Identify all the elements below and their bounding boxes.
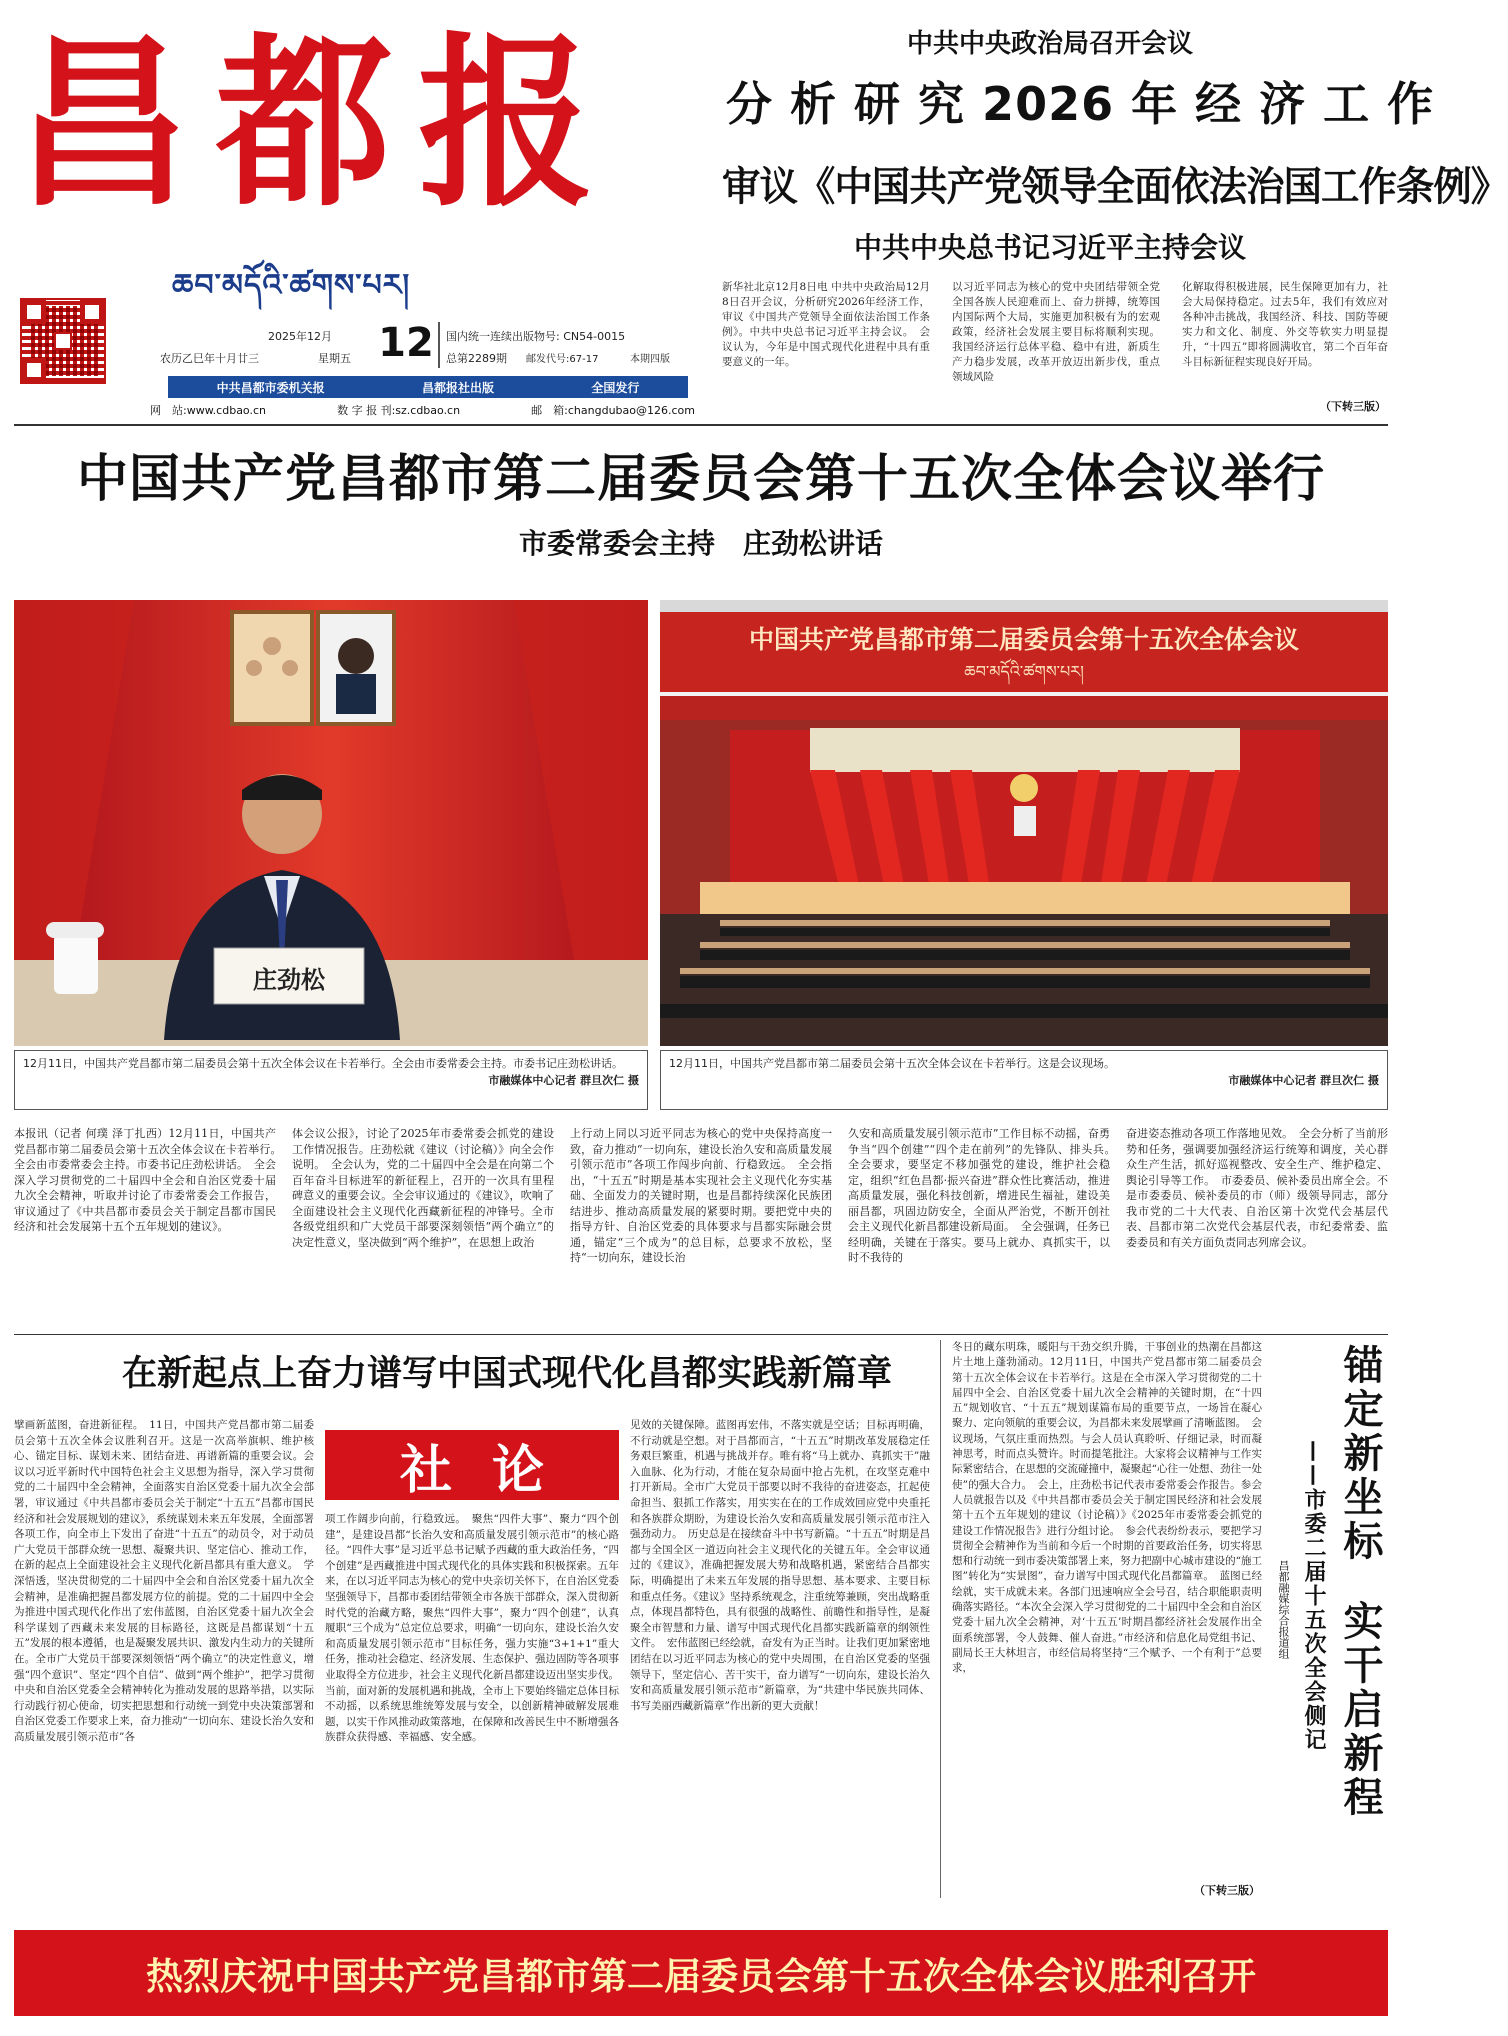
epaper-link[interactable]: 数 字 报 刊:sz.cdbao.cn xyxy=(337,404,461,417)
lead-headline-2[interactable]: 审议《中国共产党领导全面依法治国工作条例》 xyxy=(722,164,1508,210)
issue-day: 12 xyxy=(378,320,434,366)
contact-line xyxy=(150,402,695,418)
speaker-nameplate: 庄劲松 xyxy=(253,965,325,994)
main-story-col-5: 奋进姿态推动各项工作落地见效。 全会分析了当前形势和任务，强调要加强经济运行统筹和调度，关心群众生产生活，抓好巡视整改、安全生产、维护稳定、舆论引导等工作。 市委委员、候补委员出席全会。不是市委委员、候补委员的市（师）级领导同志，部分我市党的二十大代表、自治区第十次党代会基层代表、昌都市第二次党代会基层代表，市纪委常委、监委委员和有关方面负责同志列席会议。 xyxy=(1126,1127,1388,1249)
photo-venue-caption: 12月11日，中国共产党昌都市第二届委员会第十五次全体会议在卡若举行。这是会议现场。 xyxy=(669,1057,1115,1070)
main-story-col-1: 本报讯（记者 何璞 泽丁扎西）12月11日，中国共产党昌都市第二届委员会第十五次全体会议在卡若举行。 全会由市委常委会主持。市委书记庄劲松讲话。 全会深入学习贯彻党的二十届四中全会和自治区党委十届九次全会精神，听取并讨论了市委常委会工作报告，审议通过了《中共昌都市委员会关于制定昌都市国民经济和社会发展第十五个五年规划的建议》。 xyxy=(14,1127,287,1233)
qr-logo-icon xyxy=(54,332,72,350)
side-subtitle: ——市委二届十五次全会侧记 xyxy=(1301,1440,1326,1752)
main-subhead: 市委常委会主持 庄劲松讲话 xyxy=(518,527,883,560)
photo-speaker-caption-text: 12月11日，中国共产党昌都市第二届委员会第十五次全体会议在卡若举行。全会由市委常委会主持。市委书记庄劲松讲话。 xyxy=(23,1057,623,1070)
venue-banner: 中国共产党昌都市第二届委员会第十五次全体会议 xyxy=(748,625,1299,654)
celebration-banner: 热烈庆祝中国共产党昌都市第二届委员会第十五次全体会议胜利召开 xyxy=(14,1930,1388,2016)
side-title-a[interactable]: 锚定新坐标 xyxy=(1337,1344,1383,1564)
lead-subhead: 中共中央总书记习近平主持会议 xyxy=(853,231,1246,264)
main-story-col-2: 体会议公报》，讨论了2025年市委常委会抓党的建设工作情况报告。庄劲松就《建议（讨论稿）》向全会作说明。 全会认为，党的二十届四中全会是在向第二个百年奋斗目标进军的新征程上，召开的一次具有里程碑意义的重要会议。全会审议通过的《建议》，吹响了全面建设社会主义现代化西藏新征程的冲锋号。全市各级党组织和广大党员干部要深刻领悟“两个确立”的决定性意义，坚决做到“两个维护”，在思想上政治 xyxy=(292,1127,554,1249)
lead-continued[interactable]: （下转三版） xyxy=(1320,400,1386,413)
issue-date: 2025年12月 xyxy=(268,330,332,343)
lead-headline-1[interactable]: 分 析 研 究 2026 年 经 济 工 作 xyxy=(726,77,1435,131)
main-story-col-3: 上行动上同以习近平同志为核心的党中央保持高度一致，奋力推动“一切向东，建设长治久安和高质量发展引领示范市”各项工作闯步向前、行稳致远。 全会指出，“十五五”时期是基本实现社会主义现代化夯实基础、全面发力的关键时期，也是昌都持续深化民族团结进步、推动高质量发展的紧要时期。要把党中央的指导方针、自治区党委的具体要求与昌都实际融会贯通，锚定“三个成为”的总目标，总要求不放松，坚持“一切向东，建设长治 xyxy=(570,1127,832,1264)
publisher-distribution: 全国发行 xyxy=(591,380,640,395)
photo-speaker-caption-box xyxy=(14,1050,648,1110)
photo-speaker-caption xyxy=(23,1055,639,1072)
lead-kicker: 中共中央政治局召开会议 xyxy=(906,29,1193,59)
side-title-b[interactable]: 实干启新程 xyxy=(1337,1600,1383,1820)
issue-pages: 本期四版 xyxy=(630,354,670,365)
photo-venue-credit: 市融媒体中心记者 群旦次仁 摄 xyxy=(1228,1074,1379,1087)
issue-cn-number: 国内统一连续出版物号: CN54-0015 xyxy=(446,330,626,343)
lead-column-3: 化解取得积极进展，民生保障更加有力，社会大局保持稳定。过去5年，我们有效应对各种冲击挑战，我国经济、科技、国防等硬实力和文化、制度、外交等软实力明显提升，“十四五”即将圆满收官，第二个百年奋斗目标新征程实现良好开局。 xyxy=(1182,281,1388,368)
editorial-label: 社论 xyxy=(325,1430,619,1500)
lead-column-2: 以习近平同志为核心的党中央团结带领全党全国各族人民迎难而上、奋力拼搏，统筹国内国际两个大局，实施更加积极有为的宏观政策，经济社会发展主要目标将顺利实现。我国经济运行总体平稳、稳中有进，新质生产力稳步发展，改革开放迈出新步伐，重点领域风险 xyxy=(952,281,1160,383)
photo-venue[interactable] xyxy=(660,600,1388,1046)
photo-speaker-credit: 市融媒体中心记者 群旦次仁 摄 xyxy=(488,1074,639,1087)
publisher-organ: 中共昌都市委机关报 xyxy=(216,380,325,395)
masthead-tibetan: ཆབ་མདོའི་ཚགས་པར། xyxy=(172,268,411,303)
lead-column-1: 新华社北京12月8日电 中共中央政治局12月8日召开会议，分析研究2026年经济工作，审议《中国共产党领导全面依法治国工作条例》。中共中央总书记习近平主持会议。 会议认为，今年是中国式现代化进程中具有重要意义的一年。 xyxy=(722,281,930,368)
issue-number: 总第2289期 xyxy=(446,352,507,365)
editorial-col-3: 见效的关键保障。蓝图再宏伟，不落实就是空话；目标再明确，不行动就是空想。对于昌都而言，“十五五”时期改革发展稳定任务艰巨繁重，机遇与挑战并存。唯有将“马上就办、真抓实干”融入血脉、化为行动，才能在复杂局面中抢占先机，在攻坚克难中打开新局。全市广大党员干部要以时不我待的奋进姿态，扛起使命担当、狠抓工作落实，用实实在在的工作成效回应党中央重托和各族群众期盼，为建设长治久安和高质量发展引领示范市注入强劲动力。 历史总是在接续奋斗中书写新篇。“十五五”时期是昌都与全国全区一道迈向社会主义现代化的关键五年。全会审议通过的《建议》，准确把握发展大势和战略机遇，紧密结合昌都实际，明确提出了未来五年发展的指导思想、基本要求、主要目标和重点任务。《建议》坚持系统观念，注重统筹兼顾，突出战略重点，体现昌都特色，具有很强的战略性、前瞻性和指导性，是凝聚全市智慧和力量、谱写中国式现代化昌都实践新篇章的纲领性文件。 宏伟蓝图已经绘就，奋发有为正当时。让我们更加紧密地团结在以习近平同志为核心的党中央周围，在自治区党委的坚强领导下，坚定信心、苦干实干，奋力谱写“一切向东，建设长治久安和高质量发展引领示范市”新篇章，为“共建中华民族共同体、书写美丽西藏新篇章”作出新的更大贡献！ xyxy=(630,1419,930,1712)
issue-lunar: 农历乙巳年十月廿三 xyxy=(160,352,259,365)
website-link[interactable]: 网 站:www.cdbao.cn xyxy=(150,404,266,417)
issue-weekday: 星期五 xyxy=(318,352,351,365)
side-byline: 昌都融媒综合报道组 xyxy=(1277,1560,1290,1659)
masthead-title: 昌都报 xyxy=(14,14,621,232)
main-story-col-4: 久安和高质量发展引领示范市”工作目标不动摇，奋勇争当“四个创建”“四个走在前列”的先锋队、排头兵。 全会要求，要坚定不移加强党的建设，维护社会稳定，组织“红色昌都·振兴奋进”群众性比赛活动，推进高质量发展，强化科技创新，增进民生福祉，建设美丽昌都，巩固边防安全，全面从严治党，不断开创社会主义现代化新昌都建设新局面。 全会强调，任务已经明确，关键在于落实。要马上就办、真抓实干，以时不我待的 xyxy=(848,1127,1121,1264)
editorial-headline[interactable]: 在新起点上奋力谱写中国式现代化昌都实践新篇章 xyxy=(121,1354,892,1394)
venue-banner-tibetan: ཆབ་མདོའི་ཚགས་པར། xyxy=(964,662,1084,681)
issue-postcode: 邮发代号:67-17 xyxy=(526,354,599,365)
publisher-press: 昌都报社出版 xyxy=(421,380,494,395)
editorial-col-1: 擘画新蓝图，奋进新征程。 11日，中国共产党昌都市第二届委员会第十五次全体会议胜利召开。这是一次高举旗帜、维护核心、锚定目标、谋划未来、团结奋进、再谱新篇的重要会议。会议以习近平新时代中国特色社会主义思想为指导，深入学习贯彻党的二十届四中全会精神，全面落实自治区党委十届九次全会部署，审议通过《中共昌都市委员会关于制定“十五五”昌都市国民经济和社会发展规划的建议》，系统谋划未来五年发展，全面部署各项工作，向全市上下发出了奋进“十五五”的动员令，对于动员广大党员干部群众统一思想、凝聚共识、坚定信心、推动工作，在新的起点上全面建设社会主义现代化新昌都具有重大意义。 学深悟透，坚决贯彻党的二十届四中全会和自治区党委十届九次全会精神，是准确把握昌都发展方位的前提。党的二十届四中全会为推进中国式现代化作出了宏伟蓝图，自治区党委十届九次全会科学谋划了西藏未来发展的目标路径，这既是昌都谋划“十五五”发展的根本遵循，也是凝聚发展共识、激发内生动力的关键所在。全市广大党员干部要深刻领悟“两个确立”的决定性意义，增强“四个意识”、坚定“四个自信”、做到“两个维护”，把学习贯彻中央和自治区党委全会精神转化为推动发展的思路举措，以实际行动践行初心使命，切实把思想和行动统一到党中央决策部署和自治区党委工作要求上来，奋力推动“一切向东、建设长治久安和高质量发展引领示范市”各 xyxy=(14,1419,314,1743)
side-story-text: 冬日的藏东明珠，暖阳与干劲交织升腾，干事创业的热潮在昌都这片土地上蓬勃涌动。12月11日，中国共产党昌都市第二届委员会第十五次全体会议在卡若举行。这是在全市深入学习贯彻党的二十届四中全会、自治区党委十届九次全会精神的关键时期，在“十四五”规划收官、“十五五”规划谋篇布局的重要节点，一场旨在凝心聚力、定向领航的重要会议，为昌都未来发展擘画了清晰蓝图。 会议现场，气氛庄重而热烈。与会人员认真聆听、仔细记录，时而凝神思考，时而点头赞许。时而提笔批注。大家将会议精神与工作实际紧密结合，在思想的交流碰撞中，凝聚起“心往一处想、劲往一处使”的强大合力。 会上，庄劲松书记代表市委常委会作报告。参会人员就报告以及《中共昌都市委员会关于制定国民经济和社会发展第十五个五年规划的建议（讨论稿）》《2025年市委常委会抓党的建设工作情况报告》进行分组讨论。 参会代表纷纷表示，要把学习贯彻全会精神作为当前和今后一个时期的首要政治任务，切实将思想和行动统一到市委决策部署上来，努力把副中心城市建设的“施工图”转化为“实景图”，奋力谱写中国式现代化昌都篇章。 蓝图已经绘就，实干成就未来。各部门迅速响应全会号召，结合职能职责明确落实路径。“本次全会深入学习贯彻党的二十届四中全会和自治区党委十届九次全会精神，对‘十五五’时期昌都经济社会发展作出全面系统部署，令人鼓舞、催人奋进。”市经济和信息化局党组书记、副局长王大林坦言，市经信局将坚持“三个赋予、一个有利于”总要求， xyxy=(952,1341,1262,1675)
editorial-col-2: 项工作阔步向前，行稳致远。 聚焦“四件大事”、聚力“四个创建”，是建设昌都“长治久安和高质量发展引领示范市”的核心路径。“四件大事”是习近平总书记赋予西藏的重大政治任务，“四个创建”是西藏推进中国式现代化的具体实践和积极探索。五年来，在以习近平同志为核心的党中央亲切关怀下，在自治区党委坚强领导下，昌都市委团结带领全市各族干部群众，深入贯彻新时代党的治藏方略，聚焦“四件大事”，聚力“四个创建”，认真履职“三个成为”总定位总要求，明确“一切向东，建设长治久安和高质量发展引领示范市”目标任务，强力实施“3+1+1”重大任务，推动社会稳定、经济发展、生态保护、强边固防等各项事业取得全方位进步，社会主义现代化新昌都建设迈出坚实步伐。当前，面对新的发展机遇和挑战，全市上下要始终锚定总体目标不动摇，以系统思维统筹发展与安全，以创新精神破解发展难题，以实干作风推动政策落地，在保障和改善民生中不断增强各族群众获得感、幸福感、安全感。 xyxy=(325,1513,619,1744)
publisher-bar xyxy=(168,376,688,398)
main-headline[interactable]: 中国共产党昌都市第二届委员会第十五次全体会议举行 xyxy=(76,450,1325,509)
qr-code-icon[interactable] xyxy=(20,298,106,384)
photo-speaker[interactable] xyxy=(14,600,648,1046)
email-link[interactable]: 邮 箱:changdubao@126.com xyxy=(531,404,695,417)
side-story-continued[interactable]: （下转三版） xyxy=(1194,1884,1260,1897)
photo-venue-caption-box xyxy=(660,1050,1388,1110)
